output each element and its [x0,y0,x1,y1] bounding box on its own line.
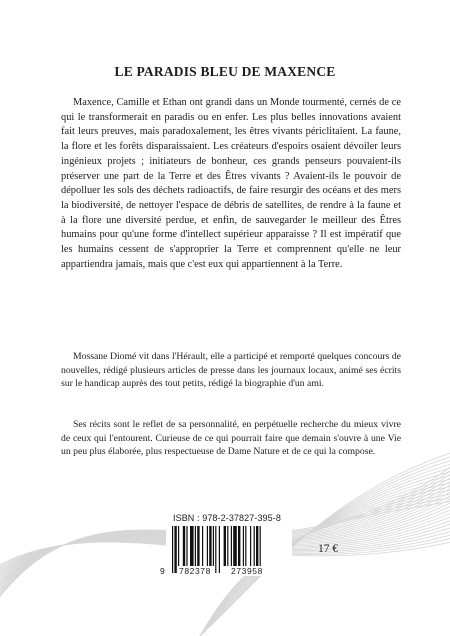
barcode-first-digit: 9 [160,566,166,576]
author-bio-paragraph: Ses récits sont le reflet de sa personnalité, en perpétuelle recherche du mieux vivre de ceux qui l'entourent. Curieuse de ce qui pourrait faire que demain s'ouvre à une Vie un peu plus élaborée, plus respectueuse de Dame Nature et de ce qui la compose. [61,419,401,458]
author-bio-paragraph: Mossane Diomé vit dans l'Hérault, elle a participé et remporté quelques concours de nouvelles, rédigé plusieurs articles de presse dans les journaux locaux, animé ses écrits sur le handicap auprès des tout petits, rédigé la biographie d'un ami. [61,351,401,390]
synopsis-paragraph: Maxence, Camille et Ethan ont grandi dans un Monde tourmenté, cernés de ce qui le transformerait en paradis ou en enfer. Les plus belles innovations avaient fait leurs preuves, mais paradoxalement, les êtres vivants périclitaient. La faune, la flore et les forêts disparaissaient. Les créateurs d'espoirs osaient dévoiler leurs ingénieux projets ; initiateurs de bonheur, ces grands penseurs pouvaient-ils préserver une part de la Terre et des Êtres vivants ? Avaient-ils le pouvoir de dépolluer les sols des déchets radioactifs, de faire resurgir des océans et des mers la biodiversité, de nettoyer l'espace de débris de satellites, de rendre à la faune et à la flore une diversité perdue, et enfin, de sauvegarder le meilleur des Êtres humains pour qu'une forme d'intellect supérieur apparaisse ? Il est impératif que les humains cessent de s'approprier la Terre et comprennent qu'elle ne leur appartiendra jamais, mais que c'est eux qui appartiennent à la Terre. [61,97,401,270]
price: 17 € [318,543,339,555]
barcode-digits-left: 782378 [179,566,211,576]
barcode-digits-right: 273958 [231,566,263,576]
barcode [160,526,292,576]
book-title: LE PARADIS BLEU DE MAXENCE [114,64,336,79]
isbn-text: ISBN : 978-2-37827-395-8 [173,513,281,523]
